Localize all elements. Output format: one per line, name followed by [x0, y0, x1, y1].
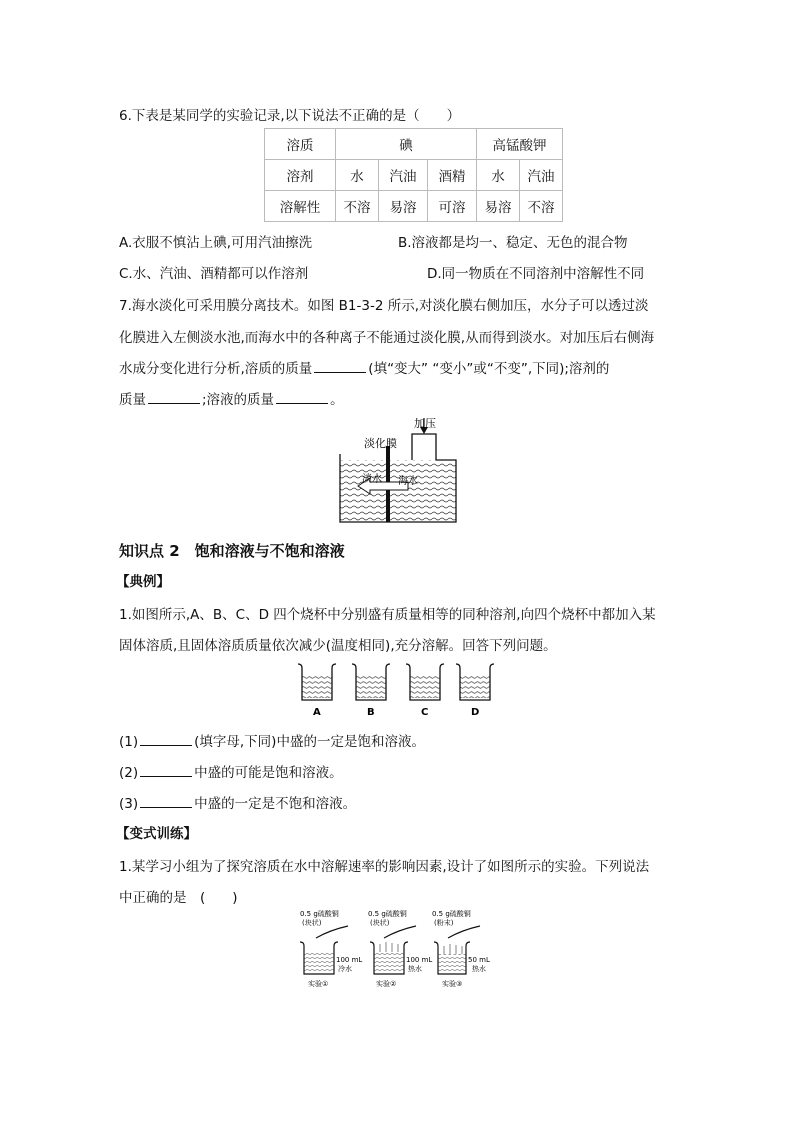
- pressure-label: 加压: [414, 417, 436, 430]
- table-row: [265, 191, 563, 222]
- sub-question-1: [119, 730, 425, 750]
- q7-text: 水成分变化进行分析,溶质的质量: [119, 361, 313, 377]
- sub-question-2: [119, 761, 343, 781]
- table-cell: 易溶: [379, 191, 428, 222]
- svg-text:(粉末): (粉末): [434, 919, 454, 927]
- answer-blank[interactable]: [148, 391, 200, 404]
- fresh-water-label: 淡水: [362, 474, 382, 485]
- example-tag: 【典例】: [116, 574, 170, 590]
- answer-blank[interactable]: [314, 360, 366, 373]
- svg-text:100 mL: 100 mL: [406, 956, 433, 964]
- four-beakers-figure: [296, 660, 500, 718]
- ex1-line1: 1.如图所示,A、B、C、D 四个烧杯中分别盛有质量相等的同种溶剂,向四个烧杯中都加入某: [119, 607, 656, 623]
- q7-line3: [119, 357, 609, 377]
- experiments-figure: [296, 908, 500, 990]
- svg-text:C: C: [421, 707, 429, 718]
- sub-text: 中盛的一定是不饱和溶液。: [194, 796, 357, 812]
- variant-tag: 【变式训练】: [116, 826, 197, 842]
- table-cell: 不溶: [520, 191, 563, 222]
- beaker-a: [298, 664, 336, 718]
- q7-text: 。: [330, 392, 344, 408]
- beaker-b: [352, 664, 390, 718]
- spoon-icon: [448, 926, 480, 938]
- sub-question-3: [119, 792, 356, 812]
- table-cell: 碘: [336, 129, 477, 160]
- spoon-icon: [316, 926, 348, 938]
- q6-option-b: B.溶液都是均一、稳定、无色的混合物: [398, 235, 628, 251]
- svg-text:冷水: 冷水: [338, 965, 352, 973]
- q7-line4: [119, 388, 344, 408]
- ex1-line2: 固体溶质,且固体溶质质量依次减少(温度相同),充分溶解。回答下列问题。: [119, 638, 557, 654]
- sub-text: 中盛的可能是饱和溶液。: [194, 765, 343, 781]
- q7-text: 质量: [119, 392, 146, 408]
- svg-text:0.5 g硫酸铜: 0.5 g硫酸铜: [300, 910, 339, 918]
- svg-text:热水: 热水: [408, 965, 422, 973]
- table-row: [265, 129, 563, 160]
- sub-label: (3): [119, 796, 139, 812]
- q6-option-c: C.水、汽油、酒精都可以作溶剂: [119, 266, 309, 282]
- q7-text: (填“变大” “变小”或“不变”,下同);溶剂的: [368, 361, 610, 377]
- sub-label: (1): [119, 734, 139, 750]
- svg-text:热水: 热水: [472, 965, 486, 973]
- experiment-1: [300, 909, 362, 988]
- table-cell: 溶剂: [265, 160, 336, 191]
- table-cell: 不溶: [336, 191, 379, 222]
- answer-blank[interactable]: [140, 795, 192, 808]
- membrane-figure: [336, 414, 460, 526]
- svg-text:0.5 g硫酸铜: 0.5 g硫酸铜: [432, 910, 471, 918]
- v1-line1: 1.某学习小组为了探究溶质在水中溶解速率的影响因素,设计了如图所示的实验。下列说法: [119, 859, 650, 875]
- sub-text: (填字母,下同)中盛的一定是饱和溶液。: [194, 734, 425, 750]
- answer-blank[interactable]: [276, 391, 328, 404]
- q6-stem: 6.下表是某同学的实验记录,以下说法不正确的是（ ）: [119, 108, 461, 124]
- svg-text:A: A: [313, 707, 321, 718]
- q7-line1: 7.海水淡化可采用膜分离技术。如图 B1-3-2 所示,对淡化膜右侧加压，水分子可以透过淡: [119, 298, 649, 314]
- table-cell: 高锰酸钾: [477, 129, 563, 160]
- section-title: 知识点 2 饱和溶液与不饱和溶液: [119, 542, 345, 560]
- table-cell: 水: [336, 160, 379, 191]
- experiment-3: [432, 909, 490, 988]
- svg-text:100 mL: 100 mL: [336, 956, 363, 964]
- svg-text:实验③: 实验③: [442, 980, 463, 988]
- table-cell: 汽油: [520, 160, 563, 191]
- q7-text: ;溶液的质量: [202, 392, 275, 408]
- table-cell: 溶质: [265, 129, 336, 160]
- svg-text:(块状): (块状): [302, 919, 322, 927]
- svg-text:50 mL: 50 mL: [468, 956, 490, 964]
- table-cell: 汽油: [379, 160, 428, 191]
- svg-text:实验①: 实验①: [308, 980, 329, 988]
- table-cell: 溶解性: [265, 191, 336, 222]
- v1-line2: 中正确的是 ( ): [119, 890, 238, 906]
- q7-line2: 化膜进入左侧淡水池,而海水中的各种离子不能通过淡化膜,从而得到淡水。对加压后右侧海: [119, 330, 655, 346]
- table-cell: 酒精: [428, 160, 477, 191]
- svg-text:实验②: 实验②: [376, 980, 397, 988]
- table-row: [265, 160, 563, 191]
- svg-text:(块状): (块状): [370, 919, 390, 927]
- spoon-icon: [384, 926, 416, 938]
- beaker-d: [456, 664, 494, 718]
- table-cell: 可溶: [428, 191, 477, 222]
- membrane-label: 淡化膜: [364, 437, 397, 450]
- sub-label: (2): [119, 765, 139, 781]
- water-fill: [340, 460, 456, 522]
- table-cell: 水: [477, 160, 520, 191]
- svg-text:0.5 g硫酸铜: 0.5 g硫酸铜: [368, 910, 407, 918]
- svg-text:B: B: [367, 707, 375, 718]
- solubility-table: [264, 128, 563, 222]
- answer-blank[interactable]: [140, 733, 192, 746]
- sea-water-label: 海水: [398, 476, 418, 487]
- answer-blank[interactable]: [140, 764, 192, 777]
- beaker-c: [406, 664, 444, 718]
- q6-option-d: D.同一物质在不同溶剂中溶解性不同: [427, 266, 645, 282]
- table-cell: 易溶: [477, 191, 520, 222]
- experiment-2: [368, 909, 432, 988]
- q6-option-a: A.衣服不慎沾上碘,可用汽油擦洗: [119, 235, 313, 251]
- svg-text:D: D: [471, 707, 480, 718]
